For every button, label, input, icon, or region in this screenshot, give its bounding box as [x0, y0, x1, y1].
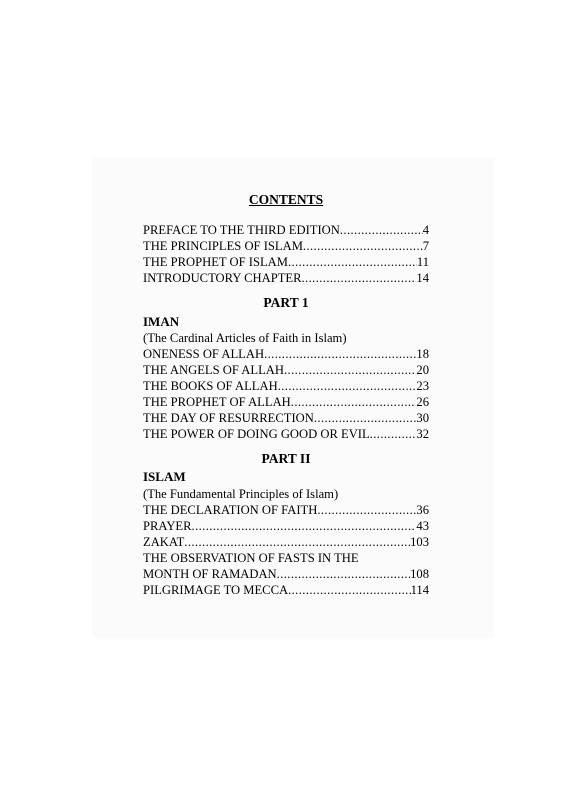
dot-leader — [192, 518, 417, 534]
part-2-list — [143, 502, 429, 599]
entry-title: INTRODUCTORY CHAPTER — [143, 271, 302, 286]
part-2-title: PART II — [261, 451, 311, 467]
entry-page-number: 108 — [410, 566, 429, 581]
toc-entry-pilgrimage — [143, 582, 429, 598]
dot-leader — [288, 582, 410, 598]
dot-leader — [264, 346, 416, 362]
entry-page-number: 114 — [410, 583, 429, 598]
toc-entry-angels — [143, 362, 429, 378]
toc-entry-good-or-evil — [143, 426, 429, 442]
entry-title: PRAYER — [143, 518, 192, 533]
toc-entry-fasts-line-1: THE OBSERVATION OF FASTS IN THE — [143, 550, 359, 565]
toc-entry-books — [143, 378, 429, 394]
toc-entry-prayer — [143, 518, 429, 534]
part-2-subtitle: (The Fundamental Principles of Islam) — [143, 486, 339, 501]
entry-page-number: 14 — [416, 271, 429, 286]
dot-leader — [277, 566, 410, 582]
toc-entry-oneness — [143, 346, 429, 362]
entry-page-number: 20 — [416, 362, 429, 377]
entry-page-number: 43 — [416, 518, 429, 533]
entry-title: THE BOOKS OF ALLAH — [143, 378, 278, 393]
dot-leader — [340, 222, 423, 238]
entry-page-number: 18 — [416, 346, 429, 361]
entry-page-number: 11 — [416, 255, 429, 270]
entry-page-number: 103 — [410, 534, 429, 549]
part-1-section-title: IMAN — [143, 313, 180, 329]
toc-entry-principles — [143, 238, 429, 254]
entry-title: PILGRIMAGE TO MECCA — [143, 583, 289, 598]
entry-page-number: 7 — [422, 239, 429, 254]
toc-entry-resurrection — [143, 410, 429, 426]
entry-title: MONTH OF RAMADAN — [143, 566, 277, 581]
part-1-title: PART 1 — [263, 295, 309, 311]
entry-title: THE PROPHET OF ALLAH — [143, 395, 291, 410]
entry-page-number: 30 — [416, 411, 429, 426]
dot-leader — [302, 270, 417, 286]
dot-leader — [288, 254, 417, 270]
entry-title: ZAKAT — [143, 534, 185, 549]
entry-title: THE PRINCIPLES OF ISLAM — [143, 239, 303, 254]
entry-title: PREFACE TO THE THIRD EDITION — [143, 223, 340, 238]
part-1-list — [143, 346, 429, 443]
entry-page-number: 36 — [416, 502, 429, 517]
toc-entry-prophet-of-islam — [143, 254, 429, 270]
entry-title: THE POWER OF DOING GOOD OR EVIL — [143, 427, 370, 442]
dot-leader — [291, 394, 417, 410]
dot-leader — [317, 502, 416, 518]
dot-leader — [303, 238, 423, 254]
toc-entry-introductory — [143, 270, 429, 286]
entry-title: THE DECLARATION OF FAITH — [143, 502, 318, 517]
toc-entry-declaration — [143, 502, 429, 518]
toc-entry-preface — [143, 222, 429, 238]
toc-entry-prophet-of-allah — [143, 394, 429, 410]
toc-entry-ramadan — [143, 566, 429, 582]
part-2-section-title: ISLAM — [143, 469, 186, 485]
entry-page-number: 23 — [416, 378, 429, 393]
entry-page-number: 4 — [422, 223, 429, 238]
dot-leader — [278, 378, 417, 394]
entry-title: THE PROPHET OF ISLAM — [143, 255, 288, 270]
entry-page-number: 26 — [416, 395, 429, 410]
dot-leader — [284, 362, 416, 378]
front-matter-list — [143, 222, 429, 286]
dot-leader — [314, 410, 417, 426]
entry-title: THE ANGELS OF ALLAH — [143, 362, 284, 377]
entry-page-number: 32 — [416, 427, 429, 442]
dot-leader — [184, 534, 410, 550]
entry-title: THE DAY OF RESURRECTION — [143, 411, 314, 426]
entry-title: ONENESS OF ALLAH — [143, 346, 265, 361]
contents-title: CONTENTS — [248, 192, 324, 207]
toc-entry-zakat — [143, 534, 429, 550]
table-of-contents — [143, 192, 429, 598]
dot-leader — [370, 426, 417, 442]
part-1-subtitle: (The Cardinal Articles of Faith in Islam) — [143, 330, 347, 345]
